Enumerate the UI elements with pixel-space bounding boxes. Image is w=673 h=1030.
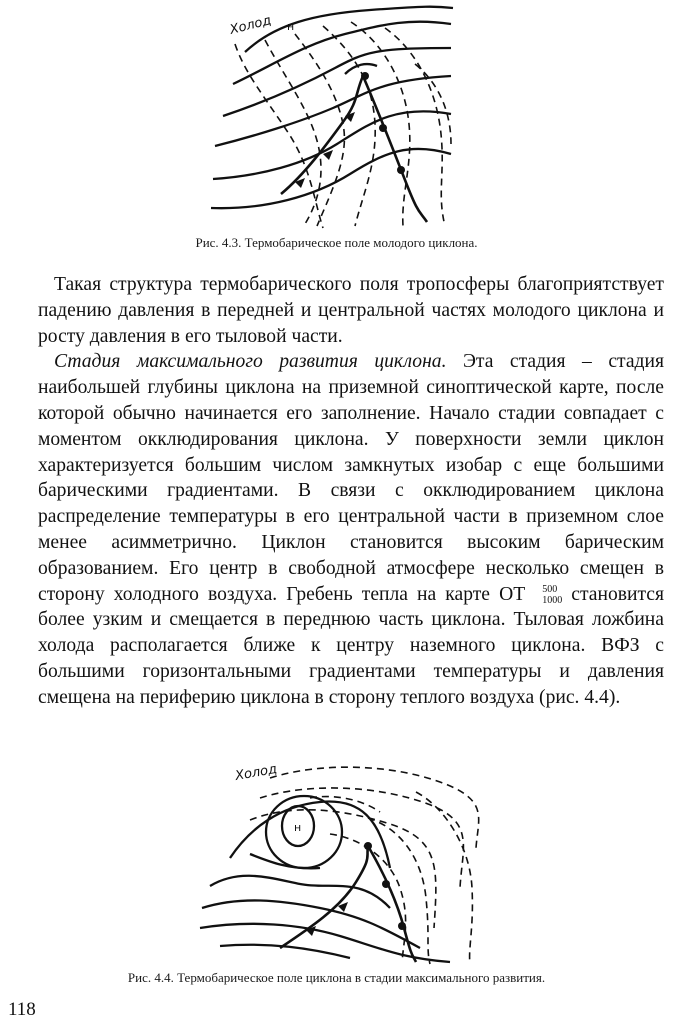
- paragraph-1: Такая структура термобарического поля тропосферы благоприятствует падению давления в передней и центральной частях молодого циклона и росту давления в его тыловой части.: [38, 274, 664, 347]
- ot-superscript: 500: [542, 584, 558, 596]
- isobar: [213, 111, 451, 179]
- figure-4-4-caption: Рис. 4.4. Термобарическое поле циклона в стадии максимального развития.: [127, 970, 546, 985]
- front-symbol: [382, 880, 390, 888]
- figure-4-3-map: [205, 4, 455, 230]
- ot-base: ОТ: [499, 583, 526, 605]
- isotherm: [416, 792, 472, 964]
- body-text: [38, 272, 664, 711]
- ot-notation: [499, 584, 562, 605]
- isobar: [250, 854, 320, 868]
- warm-front: [368, 846, 416, 962]
- front-symbol: [379, 124, 387, 132]
- page-number: 118: [8, 999, 36, 1020]
- figure-4-3-caption: Рис. 4.3. Термобарическое поле молодого циклона.: [195, 235, 478, 250]
- isobar: [245, 7, 453, 52]
- isotherm: [265, 40, 321, 224]
- stage-heading: Стадия максимального развития циклона.: [54, 351, 447, 373]
- label-cold: Холод: [234, 761, 279, 784]
- front-symbol: [397, 166, 405, 174]
- paragraph-2-text-a: Эта стадия – стадия наибольшей глубины циклона на приземной синоптической карте, после которой обычно начинается его заполнение. Начало стадии совпадает с моментом окклюдирования циклона. У поверхности земли циклон характеризуется большим числом замкнутых изобар с еще большими барическими градиентами. В связи с окклюдированием циклона распределение температуры в его центральной части в приземном слое менее асимметрично. Циклон становится высоким барическим образованием. Его центр в свободной атмосфере несколько смещен в сторону холодного воздуха. Гребень тепла на карте: [38, 351, 664, 605]
- isobar: [233, 22, 451, 84]
- isobar: [211, 149, 451, 208]
- label-low-pressure: н: [287, 20, 295, 33]
- figure-4-3: [205, 4, 455, 230]
- isobar: [210, 876, 390, 908]
- isotherm: [385, 28, 445, 226]
- paragraph-2-text-b: становится более узким и смещается в переднюю часть циклона. Тыловая ложбина холода располагается ближе к центру наземного циклона. ВФЗ с большими горизонтальными градиентами температуры и давления смещена на периферию циклона в сторону теплого воздуха (рис. 4.4).: [38, 583, 664, 708]
- label-low-pressure: н: [294, 821, 302, 834]
- isobar: [220, 945, 350, 958]
- occlusion-point-symbol: [364, 842, 372, 850]
- front-symbol: [398, 922, 406, 930]
- ot-subscript: 1000: [542, 595, 563, 607]
- figure-4-4: [190, 758, 480, 966]
- cyclone-center-symbol: [361, 72, 369, 80]
- isotherm: [351, 22, 410, 226]
- isotherm: [368, 818, 430, 964]
- label-cold: Холод: [228, 13, 273, 38]
- figure-4-4-map: [190, 758, 480, 966]
- paragraph-2: [38, 349, 664, 710]
